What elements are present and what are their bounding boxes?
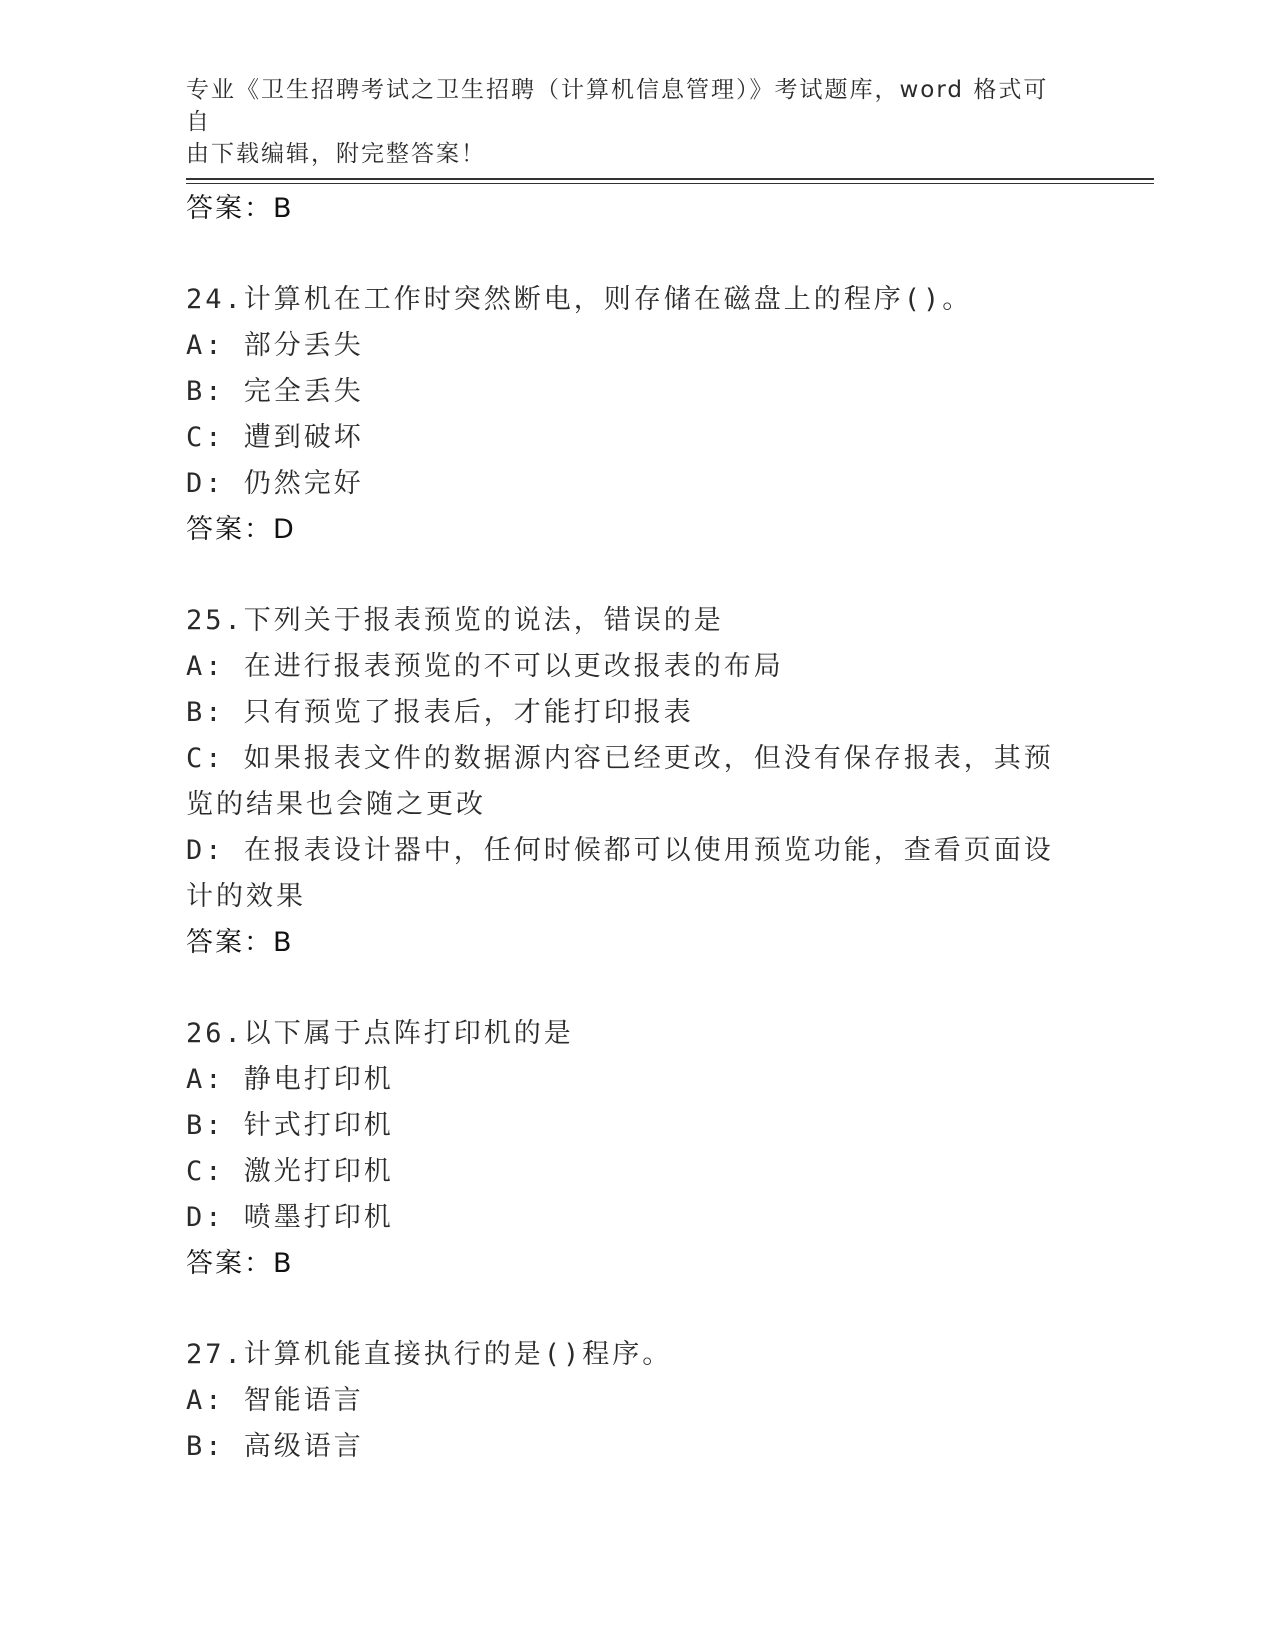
answer-line: 答案：D: [186, 514, 296, 545]
header-divider-thin: [186, 183, 1154, 184]
header-line-1: 专业《卫生招聘考试之卫生招聘（计算机信息管理）》考试题库，word 格式可自: [186, 77, 1049, 135]
header-line-2: 由下载编辑，附完整答案！: [186, 141, 486, 167]
answer-line: 答案：B: [186, 193, 294, 224]
question-25: [186, 598, 1086, 966]
question-27: [186, 1332, 1086, 1470]
question-stem: 26.以下属于点阵打印机的是: [186, 1018, 574, 1049]
document-header: [186, 74, 1066, 170]
option-b: B: 针式打印机: [186, 1110, 394, 1141]
question-26: [186, 1011, 1086, 1287]
option-a: A: 智能语言: [186, 1385, 364, 1416]
answer-line: 答案：B: [186, 1248, 294, 1279]
option-d: D: 仍然完好: [186, 468, 364, 499]
question-stem: 25.下列关于报表预览的说法，错误的是: [186, 605, 724, 636]
option-b: B: 高级语言: [186, 1431, 364, 1462]
question-stem: 27.计算机能直接执行的是()程序。: [186, 1339, 673, 1370]
option-d: D: 喷墨打印机: [186, 1202, 394, 1233]
option-a: A: 在进行报表预览的不可以更改报表的布局: [186, 651, 784, 682]
header-divider-thick: [186, 178, 1154, 180]
answer-line: 答案：B: [186, 927, 294, 958]
option-c: C: 遭到破坏: [186, 422, 364, 453]
question-24: [186, 277, 1086, 553]
option-a: A: 部分丢失: [186, 330, 364, 361]
option-b: B: 完全丢失: [186, 376, 364, 407]
option-c: C: 激光打印机: [186, 1156, 394, 1187]
option-a: A: 静电打印机: [186, 1064, 394, 1095]
option-d: D: 在报表设计器中，任何时候都可以使用预览功能，查看页面设计的效果: [186, 835, 1054, 912]
question-stem: 24.计算机在工作时突然断电，则存储在磁盘上的程序()。: [186, 284, 973, 315]
question-list: [186, 186, 1086, 1470]
option-b: B: 只有预览了报表后，才能打印报表: [186, 697, 694, 728]
option-c: C: 如果报表文件的数据源内容已经更改，但没有保存报表，其预览的结果也会随之更改: [186, 743, 1054, 820]
